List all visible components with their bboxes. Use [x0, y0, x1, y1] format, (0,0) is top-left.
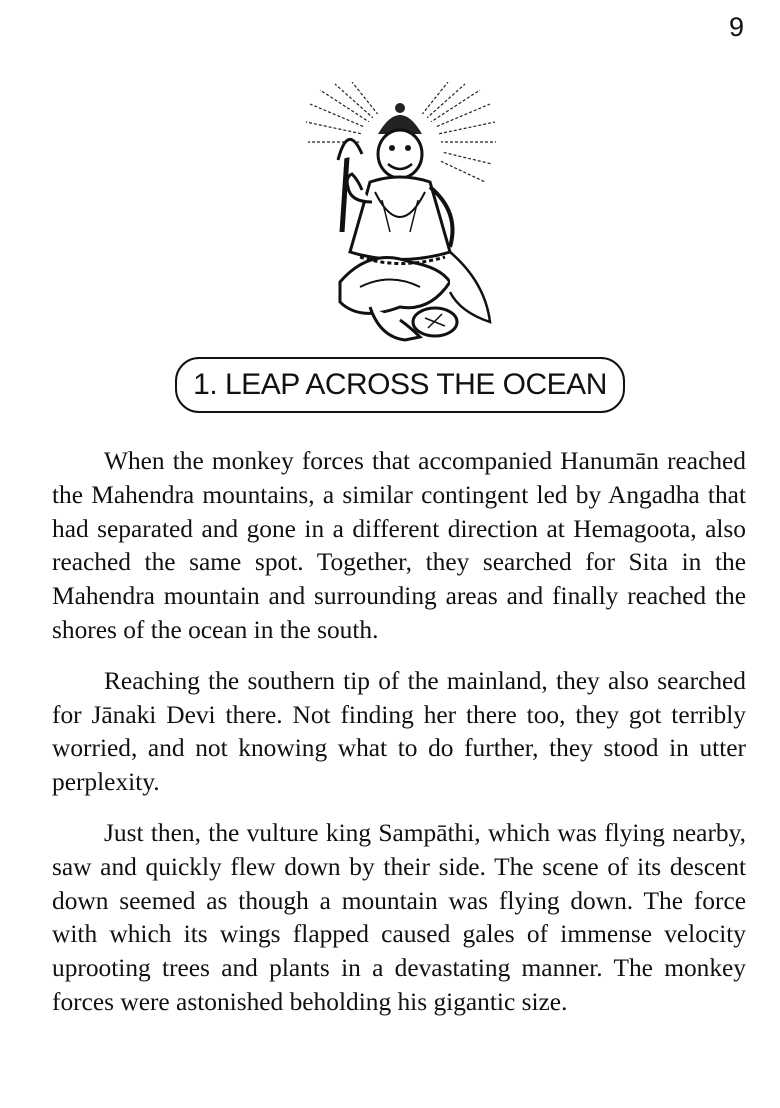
page-number: 9: [728, 12, 744, 42]
chapter-body: [52, 445, 746, 1037]
paragraph: Reaching the southern tip of the mainland, they also searched for Jānaki Devi there. Not finding her there too, they got terribly worried, and not knowing what to do further, they stood in utter perplexity.: [52, 666, 746, 797]
hanuman-illustration: [300, 82, 500, 352]
paragraph: Just then, the vulture king Sampāthi, which was flying nearby, saw and quickly flew down by their side. The scene of its descent down seemed as though a mountain was flying down. The force with which its wings flapped caused gales of immense velocity uprooting trees and plants in a devastating manner. The monkey forces were astonished beholding his gigantic size.: [52, 818, 746, 1016]
paragraph: When the monkey forces that accompanied Hanumān reached the Mahendra mountains, a similar contingent led by Angadha that had separated and gone in a different direction at Hemagoota, also reached the same spot. Together, they searched for Sita in the Mahendra mountain and surrounding areas and finally reached the shores of the ocean in the south.: [52, 447, 746, 644]
hanuman-drawing-icon: [300, 82, 500, 352]
chapter-title: 1. LEAP ACROSS THE OCEAN: [175, 357, 625, 413]
